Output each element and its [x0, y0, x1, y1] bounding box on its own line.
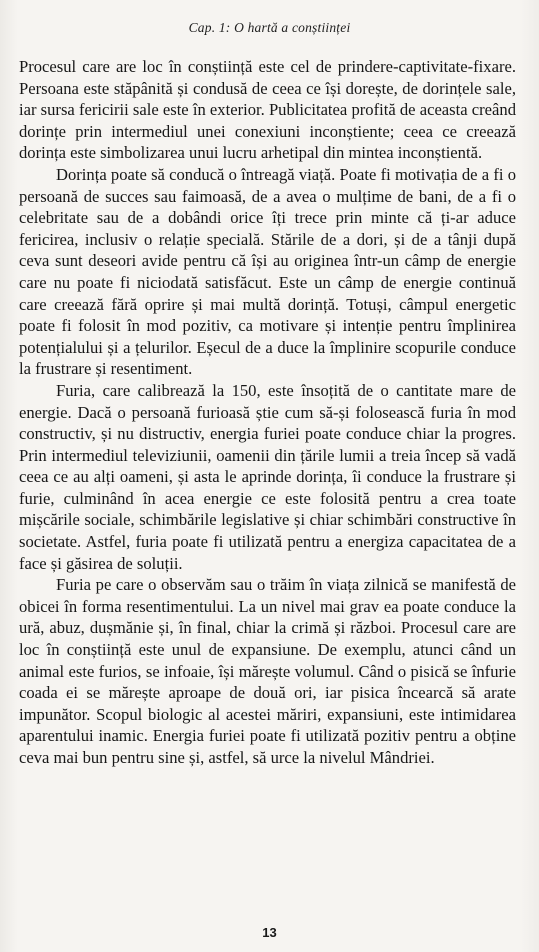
paragraph-2: Dorința poate să conducă o întreagă viață. Poate fi motivația de a fi o persoană de succes sau faimoasă, de a avea o mulțime de bani, de a fi o celebritate sau de a dobândi orice îți trece prin minte că ți-ar aduce fericirea, inclusiv o relație specială. Stările de a dori, și de a tânji după ceva sunt deseori avide pentru că își au originea într-un câmp de energie care nu poate fi niciodată satisfăcut. Este un câmp de energie continuă care creează fără oprire și mai multă dorință. Totuși, câmpul energetic poate fi folosit în mod pozitiv, ca motivare și intenție pentru împlinirea potențialului și a țelurilor. Eșecul de a duce la împlinire scopurile conduce la frustrare și resentiment. — [19, 164, 516, 379]
page-number: 13 — [262, 925, 277, 940]
paragraph-4: Furia pe care o observăm sau o trăim în viața zilnică se manifestă de obicei în forma resentimentului. La un nivel mai grav ea poate conduce la ură, abuz, dușmănie și, în final, chiar la crimă și război. Procesul care are loc în conștiință este unul de expansiune. De exemplu, atunci când un animal este furios, se infoaie, își mărește volumul. Când o pisică se înfurie coada ei se mărește aproape de două ori, iar pisica încearcă să arate impunător. Scopul biologic al acestei măriri, expansiuni, este intimidarea aparentului inamic. Energia furiei poate fi utilizată pozitiv pentru a obține ceva mai bun pentru sine și, astfel, să urce la nivelul Mândriei. — [19, 575, 516, 767]
paragraph-3: Furia, care calibrează la 150, este însoțită de o cantitate mare de energie. Dacă o persoană furioasă știe cum să-și folosească furia în mod constructiv, și nu distructiv, energia furiei poate conduce chiar la progres. Prin intermediul televiziunii, oamenii din țările lumii a treia încep să vadă ceea ce au alți oameni, și asta le aprinde dorința, îi conduce la frustrare și furie, culminând în acea energie ce este folosită pentru a crea toate mișcările sociale, schimbările legislative și chiar schimbări constructive în societate. Astfel, furia poate fi utilizată pentru a energiza capacitatea de a face și găsirea de soluții. — [19, 380, 516, 573]
paragraph-1: Procesul care are loc în conștiință este cel de prindere-captivitate-fixare. Persoana este stăpânită și condusă de ceea ce își dorește, de dorințele sale, iar sursa fericirii sale este în exterior. Publicitatea profită de aceasta creând dorințe prin intermediul unei conexiuni inconștiente; ceea ce creează dorința este simbolizarea unui lucru arhetipal din mintea inconștientă. — [19, 57, 516, 163]
running-head: Cap. 1: O hartă a conștiinței — [188, 20, 351, 35]
body-text — [19, 56, 516, 769]
